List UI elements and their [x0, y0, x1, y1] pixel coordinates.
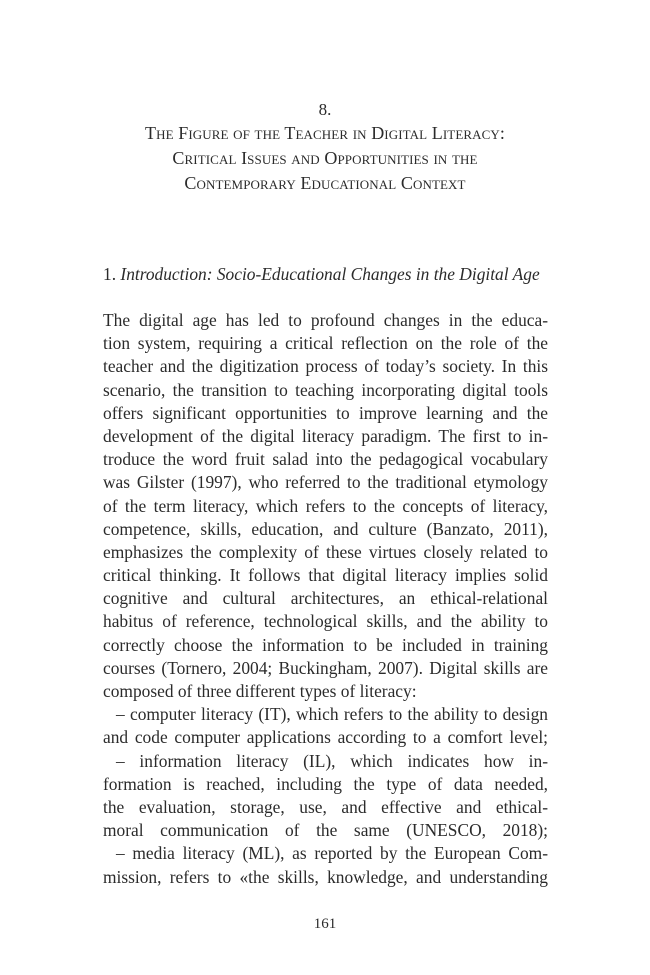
chapter-number: 8.: [318, 100, 332, 119]
list-item-line: the evaluation, storage, use, and effective and ethical-: [103, 796, 548, 817]
body-line: competence, skills, education, and culture (Banzato, 2011),: [103, 518, 548, 539]
section-title: Introduction: Socio-Educational Changes in the Digital Age: [120, 264, 540, 284]
body-line: was Gilster (1997), who referred to the traditional etymology: [103, 472, 548, 493]
list-item-line: – computer literacy (IT), which refers to the ability to design: [116, 704, 548, 725]
body-line: offers significant opportunities to improve learning and the: [103, 402, 548, 423]
section-heading: [103, 262, 540, 286]
body-line: tion system, requiring a critical reflection on the role of the: [103, 333, 548, 354]
chapter-title-line-3: Contemporary Educational Context: [184, 173, 466, 193]
section-number: 1.: [103, 264, 117, 284]
body-line: The digital age has led to profound changes in the educa-: [103, 310, 548, 330]
chapter-title: [60, 121, 590, 196]
body-line: troduce the word fruit salad into the pedagogical vocabulary: [103, 449, 548, 470]
body-line: composed of three different types of literacy:: [103, 681, 417, 701]
body-text: [103, 309, 548, 889]
body-line: cognitive and cultural architectures, an ethical-relational: [103, 588, 548, 609]
chapter-title-line-1: The Figure of the Teacher in Digital Literacy:: [144, 123, 506, 143]
list-item-line: mission, refers to «the skills, knowledge, and understanding: [103, 866, 548, 887]
body-line: development of the digital literacy paradigm. The first to in-: [103, 425, 548, 446]
body-line: habitus of reference, technological skills, and the ability to: [103, 611, 548, 632]
list-item-line: formation is reached, including the type of data needed,: [103, 773, 548, 794]
body-line: courses (Tornero, 2004; Buckingham, 2007). Digital skills are: [103, 657, 548, 678]
body-line: critical thinking. It follows that digital literacy implies solid: [103, 565, 548, 586]
page-number: 161: [313, 916, 337, 932]
list-item-line: and code computer applications according to a comfort level;: [103, 727, 548, 748]
list-item-line: moral communication of the same (UNESCO, 2018);: [103, 820, 548, 841]
body-line: of the term literacy, which refers to the concepts of literacy,: [103, 495, 548, 516]
chapter-title-line-2: Critical Issues and Opportunities in the: [172, 148, 478, 168]
body-line: scenario, the transition to teaching incorporating digital tools: [103, 379, 548, 400]
body-line: emphasizes the complexity of these virtues closely related to: [103, 541, 548, 562]
list-item-line: – information literacy (IL), which indicates how in-: [116, 750, 548, 771]
list-item-line: – media literacy (ML), as reported by the European Com-: [116, 843, 548, 864]
body-line: correctly choose the information to be included in training: [103, 634, 548, 655]
body-line: teacher and the digitization process of today’s society. In this: [103, 356, 548, 377]
